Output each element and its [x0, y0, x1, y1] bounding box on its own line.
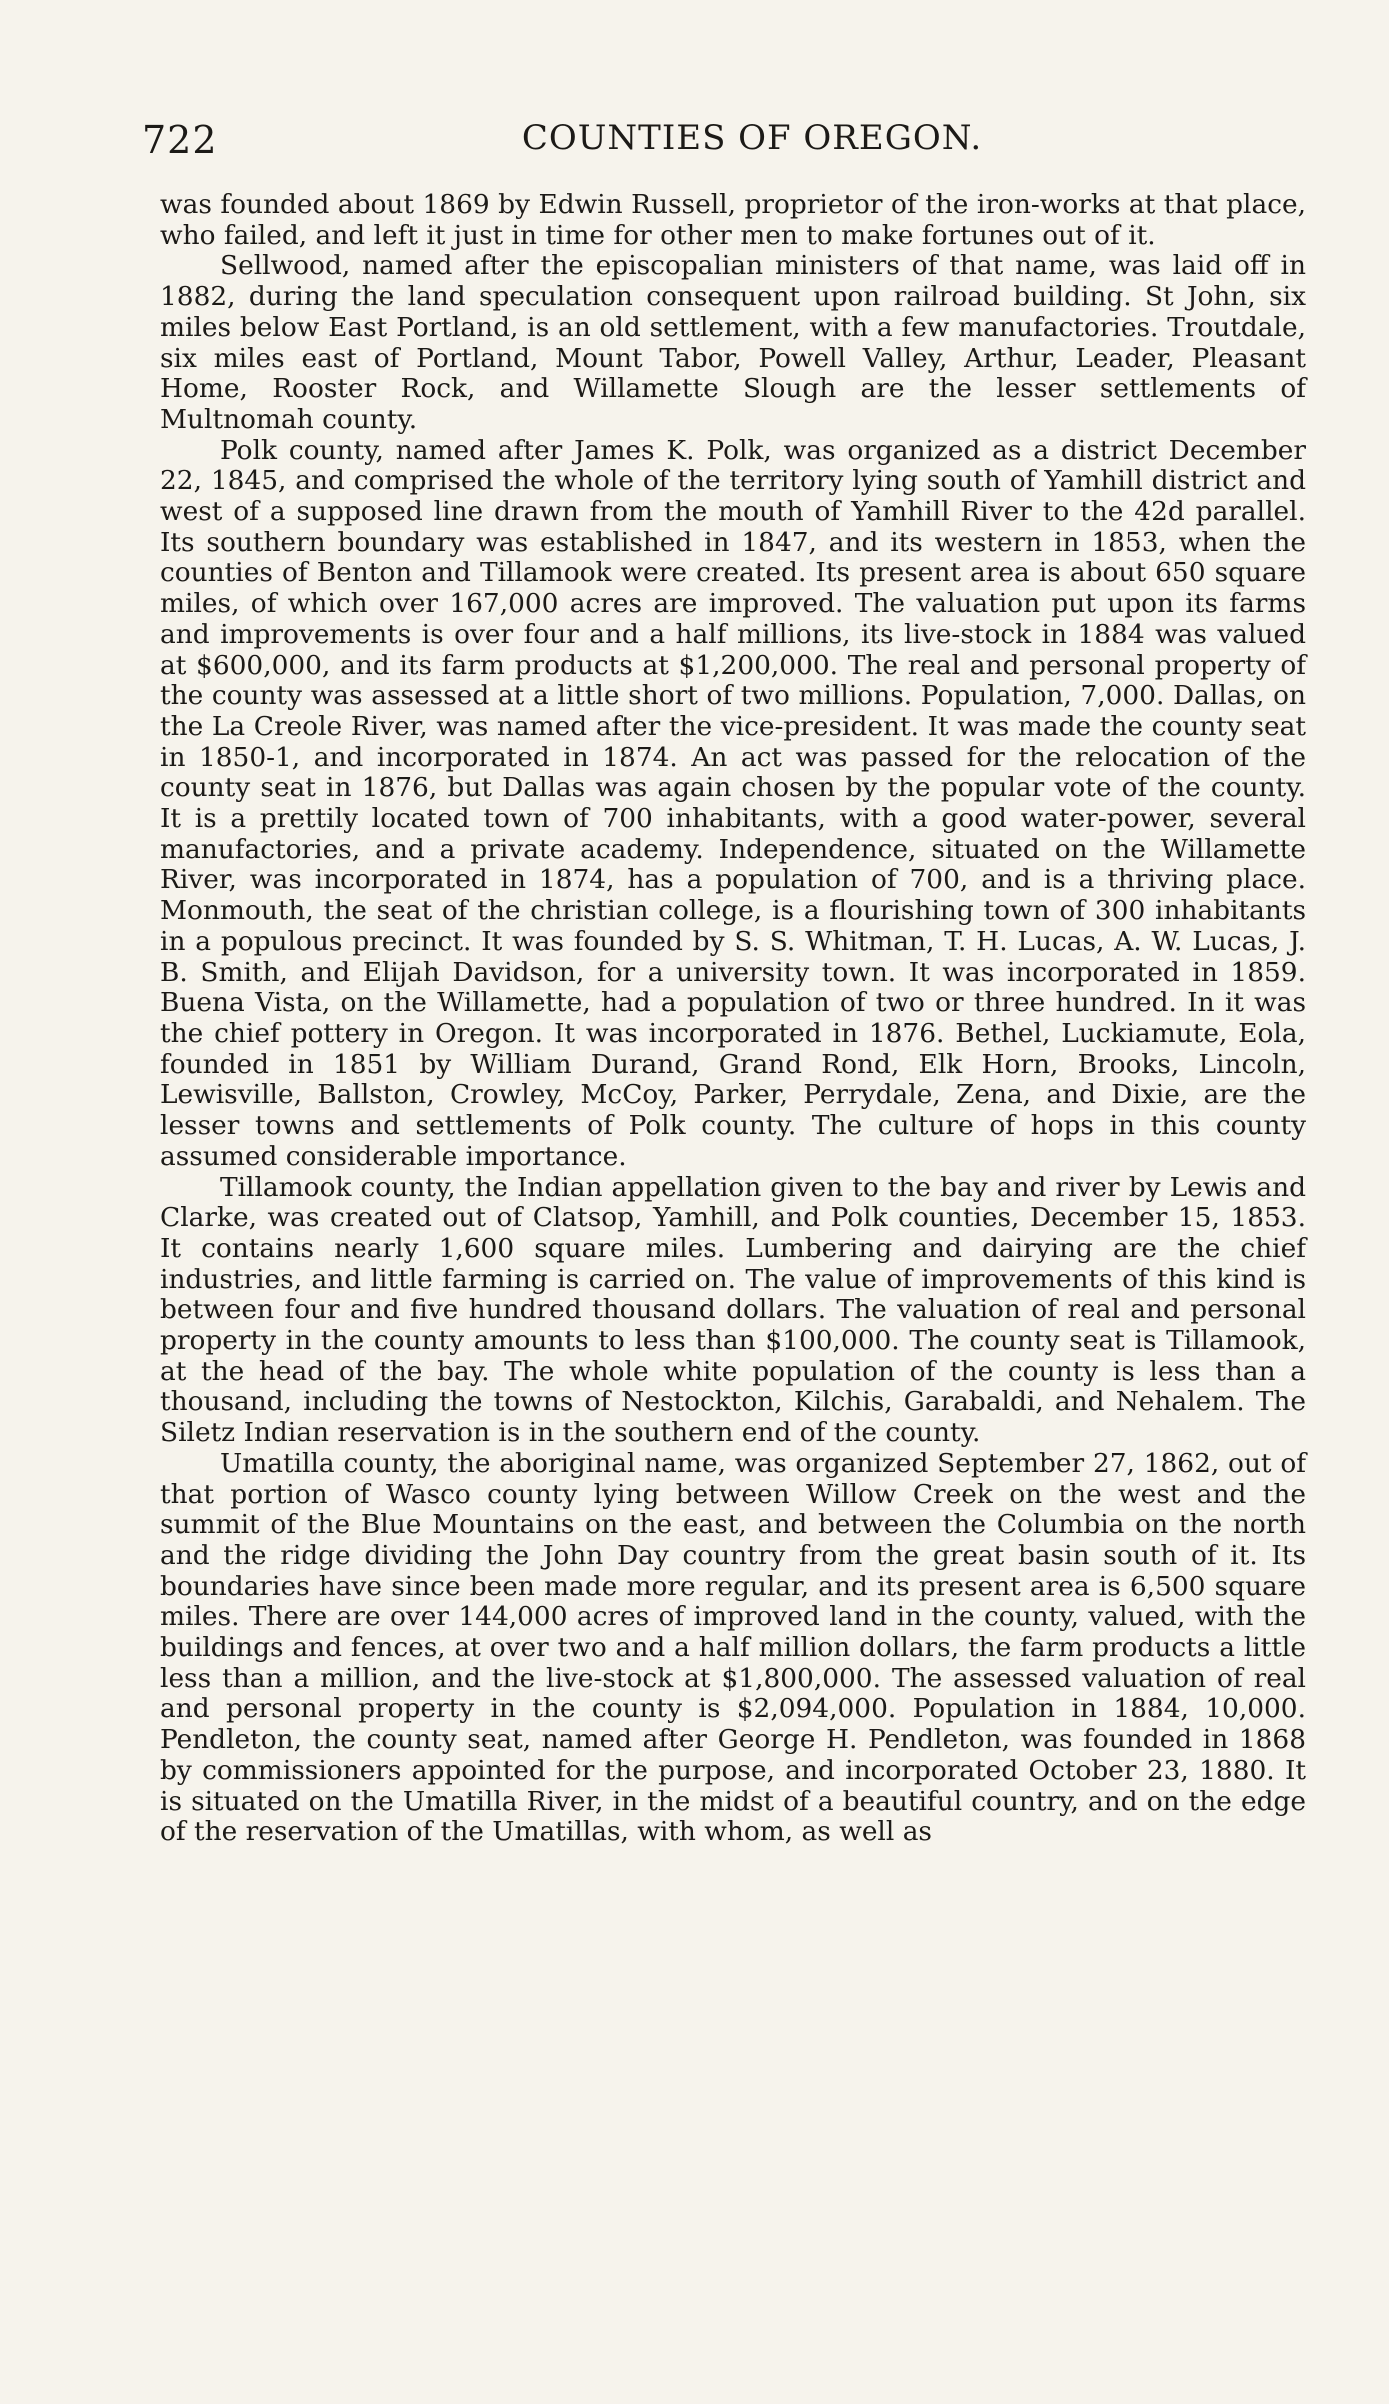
paragraph-umatilla-county: Umatilla county, the aboriginal name, was organized September 27, 1862, out of that portion of Wasco county lying between Willow Creek on the west and the summit of the Blue Mountains on the east, and between the Columbia on the north and the ridge dividing the John Day country from the great basin south of it. Its boundaries have since been made more regular, and its present area is 6,500 square miles. There are over 144,000 acres of improved land in the county, valued, with the buildings and fences, at over two and a half million dollars, the farm products a little less than a million, and the live-stock at $1,800,000. The assessed valuation of real and personal property in the county is $2,094,000. Population in 1884, 10,000. Pendleton, the county seat, named after George H. Pendleton, was founded in 1868 by commissioners appointed for the purpose, and incorporated October 23, 1880. It is situated on the Umatilla River, in the midst of a beautiful country, and on the edge of the reservation of the Umatillas, with whom, as well as [160, 1447, 1306, 1848]
paragraph-tillamook-county: Tillamook county, the Indian appellation given to the bay and river by Lewis and Clarke, was created out of Clatsop, Yamhill, and Polk counties, December 15, 1853. It contains nearly 1,600 square miles. Lumbering and dairying are the chief industries, and little farming is carried on. The value of improvements of this kind is between four and five hundred thousand dollars. The valuation of real and personal property in the county amounts to less than $100,000. The county seat is Tillamook, at the head of the bay. The whole white population of the county is less than a thousand, including the towns of Nestockton, Kilchis, Garabaldi, and Nehalem. The Siletz Indian reservation is in the southern end of the county. [160, 1171, 1306, 1449]
page-header [142, 108, 1302, 168]
body-text [160, 190, 1306, 1848]
paragraph-polk-county: Polk county, named after James K. Polk, was organized as a district December 22, 1845, and comprised the whole of the territory lying south of Yamhill district and west of a supposed line drawn from the mouth of Yamhill River to the 42d parallel. Its southern boundary was established in 1847, and its western in 1853, when the counties of Benton and Tillamook were created. Its present area is about 650 square miles, of which over 167,000 acres are improved. The valuation put upon its farms and improvements is over four and a half millions, its live-stock in 1884 was valued at $600,000, and its farm products at $1,200,000. The real and personal property of the county was assessed at a little short of two millions. Population, 7,000. Dallas, on the La Creole River, was named after the vice-president. It was made the county seat in 1850-1, and incorporated in 1874. An act was passed for the relocation of the county seat in 1876, but Dallas was again chosen by the popular vote of the county. It is a prettily located town of 700 inhabitants, with a good water-power, several manufactories, and a private academy. Independence, situated on the Willamette River, was incorporated in 1874, has a population of 700, and is a thriving place. Monmouth, the seat of the christian college, is a flourishing town of 300 inhabitants in a populous precinct. It was founded by S. S. Whitman, T. H. Lucas, A. W. Lucas, J. B. Smith, and Elijah Davidson, for a university town. It was incorporated in 1859. Buena Vista, on the Willamette, had a population of two or three hundred. In it was the chief pottery in Oregon. It was incorporated in 1876. Bethel, Luckiamute, Eola, founded in 1851 by William Durand, Grand Rond, Elk Horn, Brooks, Lincoln, Lewisville, Ballston, Crowley, McCoy, Parker, Perrydale, Zena, and Dixie, are the lesser towns and settlements of Polk county. The culture of hops in this county assumed considerable importance. [160, 434, 1306, 1172]
running-head: COUNTIES OF OREGON. [521, 118, 983, 158]
paragraph-continuation: was founded about 1869 by Edwin Russell, proprietor of the iron-works at that place, who failed, and left it just in time for other men to make fortunes out of it. [160, 189, 1306, 251]
paragraph-sellwood: Sellwood, named after the episcopalian ministers of that name, was laid off in 1882, during the land speculation consequent upon railroad building. St John, six miles below East Portland, is an old settlement, with a few manufactories. Troutdale, six miles east of Portland, Mount Tabor, Powell Valley, Arthur, Leader, Pleasant Home, Rooster Rock, and Willamette Slough are the lesser settlements of Multnomah county. [160, 250, 1306, 435]
page-number: 722 [142, 118, 218, 162]
